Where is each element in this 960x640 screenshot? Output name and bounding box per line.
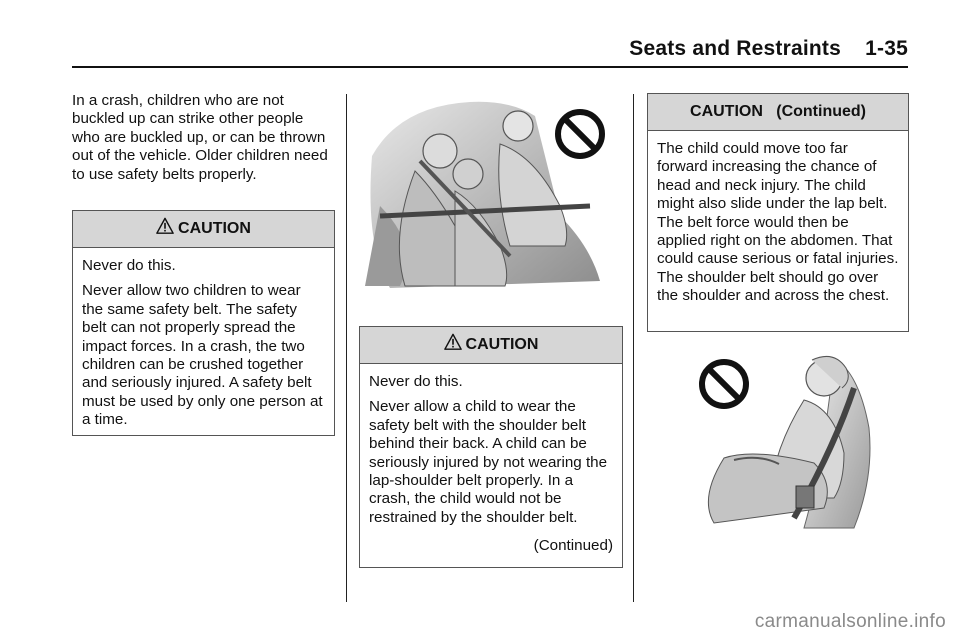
continued-label: (Continued) — [533, 537, 613, 555]
caution-box-1 — [72, 210, 335, 436]
page-title — [629, 37, 908, 61]
warning-triangle-icon — [156, 217, 174, 235]
caution-label: CAUTION — [465, 336, 539, 353]
column-divider-2 — [633, 94, 634, 602]
caution-box-2 — [359, 326, 623, 568]
caution-heading — [648, 94, 908, 131]
caution-box-3 — [647, 93, 909, 332]
caution-heading — [73, 211, 334, 248]
caution-body — [73, 248, 334, 438]
watermark: carmanualsonline.info — [754, 611, 946, 632]
header-rule — [72, 66, 908, 68]
caution-paragraph: Never allow two children to wear the same safety belt. The safety belt can not properly spread the impact forces. In a crash, the two children can be crushed together and seriously injured. A safety belt must be used by only one person at a time. — [82, 282, 323, 429]
caution-label: CAUTION (Continued) — [690, 103, 866, 120]
caution-body — [360, 364, 622, 564]
two-children-one-belt-illustration — [360, 96, 612, 296]
prohibition-icon — [702, 362, 746, 406]
warning-triangle-icon — [444, 333, 462, 351]
caution-paragraph: Never do this. — [82, 257, 176, 274]
caution-paragraph: Never do this. — [369, 373, 463, 390]
caution-paragraph: The child could move too far forward increasing the chance of head and neck injury. The child might also slide under the lap belt. The belt force would then be applied right on the abdomen. That could cause serious or fatal injuries. The shoulder belt should go over the shoulder and across the chest. — [657, 140, 899, 305]
page-number: 1-35 — [865, 37, 908, 60]
prohibition-icon — [558, 112, 602, 156]
column-divider-1 — [346, 94, 347, 602]
column-left — [72, 92, 334, 184]
caution-body — [648, 131, 908, 314]
caution-heading — [360, 327, 622, 364]
section-title: Seats and Restraints — [629, 37, 842, 60]
caution-label: CAUTION — [178, 220, 251, 237]
child-belt-behind-back-illustration — [684, 348, 884, 530]
intro-paragraph: In a crash, children who are not buckled up can strike other people who are buckled up, or can be thrown out of the vehicle. Older children need to use safety belts properly. — [72, 92, 328, 183]
caution-paragraph: Never allow a child to wear the safety belt with the shoulder belt behind their back. A child can be seriously injured by not wearing the lap-shoulder belt properly. In a crash, the child would not be restrained by the shoulder belt. — [369, 398, 608, 526]
